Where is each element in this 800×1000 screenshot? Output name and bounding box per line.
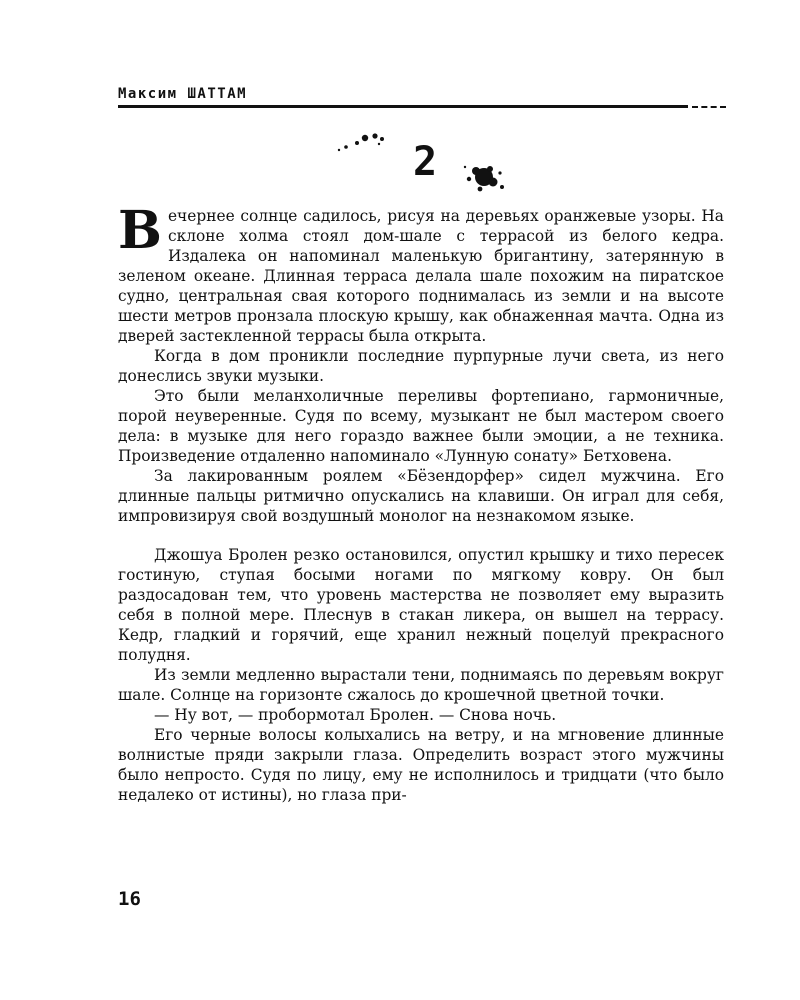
paragraph-opening <box>118 200 724 346</box>
paragraph: Это были меланхоличные переливы фортепиано, гармоничные, порой неуверенные. Судя по всему, музыкант не был мастером своего дела: в музыке для него гораздо важнее были эмоции, а не техника. Произведение отдаленно напоминало «Лунную сонату» Бетховена. <box>118 387 724 465</box>
drop-cap: В <box>118 200 162 261</box>
header-rule-tail <box>692 106 726 108</box>
page-number: 16 <box>118 888 141 910</box>
paragraph: Когда в дом проникли последние пурпурные лучи света, из него донеслись звуки музыки. <box>118 347 724 385</box>
chapter-number: 2 <box>412 139 438 185</box>
body-text <box>118 200 724 805</box>
ink-splatter-left-icon <box>335 128 395 158</box>
section-break <box>118 526 724 545</box>
ink-splatter-right-icon <box>460 157 510 197</box>
paragraph: Его черные волосы колыхались на ветру, и на мгновение длинные волнистые пряди закрыли глаза. Определить возраст этого мужчины было непросто. Судя по лицу, ему не исполнилось и тридцати (что было недалеко от истины), но глаза при- <box>118 726 724 804</box>
header-rule <box>118 105 688 108</box>
paragraph: Джошуа Бролен резко остановился, опустил крышку и тихо пересек гостиную, ступая босыми ногами по мягкому ковру. Он был раздосадован тем, что уровень мастерства не позволяет ему выразить себя в полной мере. Плеснув в стакан ликера, он вышел на террасу. Кедр, гладкий и горячий, еще хранил нежный поцелуй прекрасного полудня. <box>118 546 724 664</box>
running-header <box>118 86 724 102</box>
dialogue-line: — Ну вот, — пробормотал Бролен. — Снова ночь. <box>154 706 557 724</box>
paragraph-opening-text: ечернее солнце садилось, рисуя на деревьях оранжевые узоры. На склоне холма стоял дом-шале с террасой из белого кедра. Издалека он напоминал маленькую бригантину, затерянную в зеленом океане. Длинная терраса делала шале похожим на пиратское судно, центральная свая которого поднималась из земли и на высоте шести метров пронзала плоскую крышу, как обнаженная мачта. Одна из дверей застекленной террасы была открыта. <box>118 207 724 345</box>
paragraph: За лакированным роялем «Бёзендорфер» сидел мужчина. Его длинные пальцы ритмично опускались на клавиши. Он играл для себя, импровизируя свой воздушный монолог на незнакомом языке. <box>118 467 724 525</box>
paragraph: Из земли медленно вырастали тени, поднимаясь по деревьям вокруг шале. Солнце на горизонте сжалось до крошечной цветной точки. <box>118 666 724 704</box>
author-name: Максим ШАТТАМ <box>118 86 248 102</box>
